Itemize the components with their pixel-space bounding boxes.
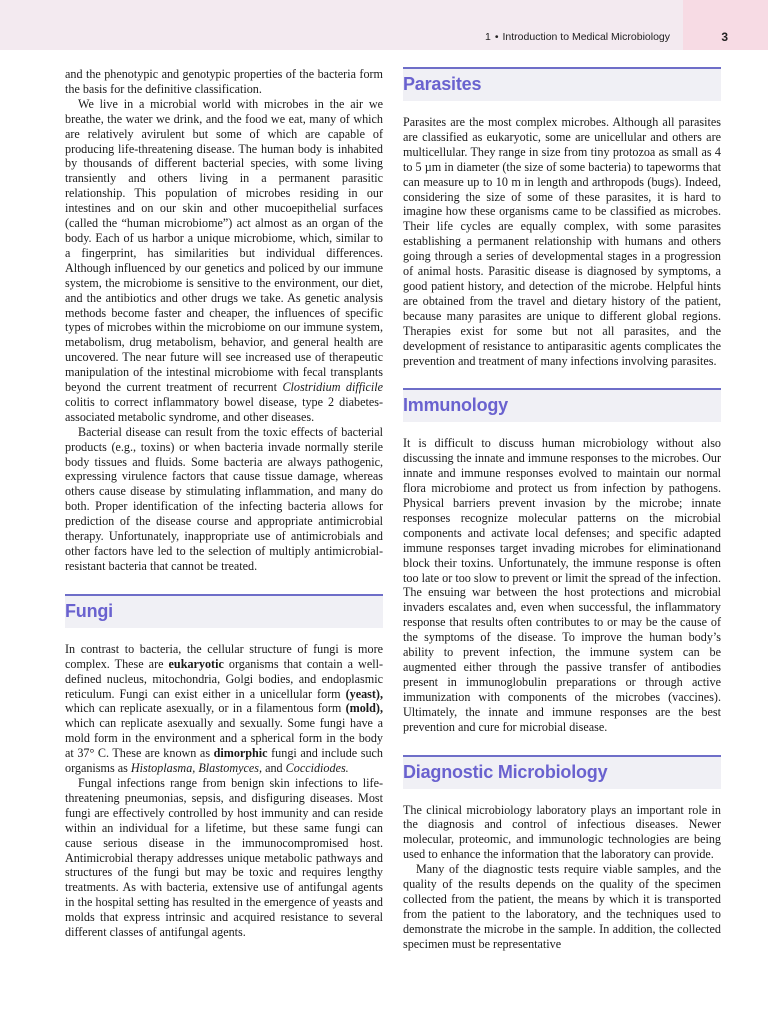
bold-term: eukaryotic bbox=[168, 656, 224, 671]
heading-fungi: Fungi bbox=[65, 600, 113, 621]
right-column bbox=[403, 67, 721, 952]
page-number: 3 bbox=[721, 30, 728, 44]
chapter-number: 1 bbox=[484, 31, 491, 43]
text-span: which can replicate asexually, or in a filamentous form bbox=[65, 701, 346, 716]
text-span: colitis to correct inflammatory bowel disease, type 2 diabetes-associated metabolic syndrome, and other diseases. bbox=[65, 394, 383, 424]
paragraph-parasites: Parasites are the most complex microbes. Although all parasites are classified as eukaryotic, some are unicellular and others are multicellular. They range in size from tiny protozoa as small as 4 to 5 µm in diameter (the size of some bacteria) to tapeworms that can measure up to 10 m in length and arthropods (bugs). Indeed, considering the size of some of these parasites, it is hard to imagine how these organisms came to be classified as microbes. Their life cycles are equally complex, with some parasites establishing a permanent relationship with humans and others going through a series of developmental stages in a progression of animal hosts. Parasitic disease is diagnosed by symptoms, a good patient history, and detection of the microbe. Helpful hints are obtained from the travel and dietary history of the patient, because many parasites are unique to different global regions. Therapies exist for some but not all parasites, and the development of resistance to antiparasitic agents complicates the prevention and treatment of many infections involving parasites. bbox=[403, 115, 721, 368]
paragraph-diagnostic-tests: Many of the diagnostic tests require viable samples, and the quality of the results depends on the quality of the specimen collected from the patient, the means by which it is transported from the patient to the laboratory, and the techniques used to demonstrate the microbe in the sample. In addition, the collected specimen must be representative bbox=[403, 862, 721, 951]
italic-genera: Histoplasma, Blastomyces, bbox=[130, 761, 263, 776]
section-header-parasites bbox=[403, 67, 721, 101]
paragraph-classification-end: and the phenotypic and genotypic properties of the bacteria form the basis for the definitive classification. bbox=[65, 67, 383, 96]
italic-genera: Coccidiodes. bbox=[285, 761, 349, 776]
section-header-immunology bbox=[403, 388, 721, 422]
section-header-diagnostic bbox=[403, 755, 721, 789]
section-header-fungi bbox=[65, 594, 383, 628]
text-span: fungi and include such organisms as bbox=[65, 746, 383, 776]
heading-immunology: Immunology bbox=[403, 395, 508, 416]
paragraph-microbial-world bbox=[65, 97, 383, 425]
paragraph-immunology: It is difficult to discuss human microbiology without also discussing the innate and immune responses to the microbes. Our innate and immune responses evolved to maintain our normal flora microbiome and protect us from infection by pathogens. Physical barriers prevent invasion by the microbe; innate responses recognize molecular patterns on the microbial components and activate local defenses; and specific adapted immune responses target invading microbes for eliminationand block their toxins. Unfortunately, the immune response is often too late or too slow to prevent or limit the spread of the infection. The ensuing war between the host protections and microbial invaders escalates and, even when successful, the inflammatory response that results often contributes to or may be the cause of the symptoms of the disease. To improve the human body’s ability to prevent infection, the immune system can be augmented either through the passive transfer of antibodies present in immunoglobulin preparations or through active immunization with components of the microbes (vaccines). Ultimately, the innate and immune responses are the best prevention and cure for microbial disease. bbox=[403, 436, 721, 734]
running-head bbox=[485, 31, 670, 43]
paragraph-fungi-structure bbox=[65, 642, 383, 776]
italic-species: Clostridium difficile bbox=[282, 380, 383, 395]
bold-term: (yeast), bbox=[345, 686, 383, 701]
bold-term: (mold), bbox=[345, 701, 383, 716]
text-span: In contrast to bacteria, the cellular structure of fungi is more complex. These are bbox=[65, 641, 383, 671]
text-span: and bbox=[262, 761, 286, 776]
heading-parasites: Parasites bbox=[403, 74, 482, 94]
left-column bbox=[65, 67, 383, 940]
paragraph-fungal-infections: Fungal infections range from benign skin infections to life-threatening pneumonias, sepsis, and disfiguring diseases. Most fungi are effectively controlled by host immunity and can reside within an individual for a lifetime, but these same fungi can cause serious disease in the immunocompromised host. Antimicrobial therapy addresses unique metabolic pathways and structures of the fungi but may be toxic and requires lengthy treatments. As with bacteria, extensive use of antifungal agents in the hospital setting has resulted in the emergence of yeasts and molds that express intrinsic and acquired resistance to several different classes of antifungal agents. bbox=[65, 775, 383, 940]
text-span: We live in a microbial world with microbes in the air we breathe, the water we drink, and the food we eat, many of which are relatively avirulent but some of which are capable of producing life-threatening disease. The human body is inhabited by thousands of different bacterial species, with some living transiently and others living in a permanent parasitic relationship. This population of microbes residing in our intestines and on our skin and other mucoepithelial surfaces (called the “human microbiome”) act almost as an organ of the body. Each of us harbor a unique microbiome, which, similar to a fingerprint, has similarities but individual differences. Although influenced by our genetics and policed by our immune system, the microbiome is sensitive to the environment, our diet, and the antibiotics and other drugs we take. As genetic analysis methods become faster and cheaper, the influences of specific types of microbes within the microbiome on our immune system, metabolism, drug metabolism, behavior, and general health are uncovered. The near future will see increased use of therapeutic manipulation of the intestinal microbiome with fecal transplants beyond the current treatment of recurrent bbox=[65, 96, 383, 395]
bullet-separator: • bbox=[494, 31, 499, 43]
bold-term: dimorphic bbox=[213, 746, 268, 761]
heading-diagnostic-microbiology: Diagnostic Microbiology bbox=[403, 761, 608, 782]
text-span: organisms that contain a well-defined nucleus, mitochondria, Golgi bodies, and endoplasmic reticulum. Fungi can exist either in a unicellular form bbox=[65, 656, 383, 701]
paragraph-diagnostic-lab: The clinical microbiology laboratory plays an important role in the diagnosis and control of infectious diseases. Newer molecular, proteomic, and immunologic technologies are being used to enhance the information that the laboratory can provide. bbox=[403, 802, 721, 862]
chapter-title: Introduction to Medical Microbiology bbox=[502, 31, 670, 43]
paragraph-bacterial-disease: Bacterial disease can result from the toxic effects of bacterial products (e.g., toxins) or when bacteria invade normally sterile body tissues and fluids. Some bacteria are always pathogenic, expressing virulence factors that cause tissue damage, whereas others cause disease by stimulating inflammation, and many do both. Proper identification of the infecting bacteria allows for prediction of the disease course and appropriate antimicrobial therapy. Unfortunately, inappropriate use of antimicrobials and other factors have led to the selection of multiply antimicrobial-resistant bacteria that cannot be treated. bbox=[65, 424, 383, 573]
text-span: which can replicate asexually and sexually. Some fungi have a mold form in the environment and a spherical form in the body at 37° C. These are known as bbox=[65, 716, 383, 761]
